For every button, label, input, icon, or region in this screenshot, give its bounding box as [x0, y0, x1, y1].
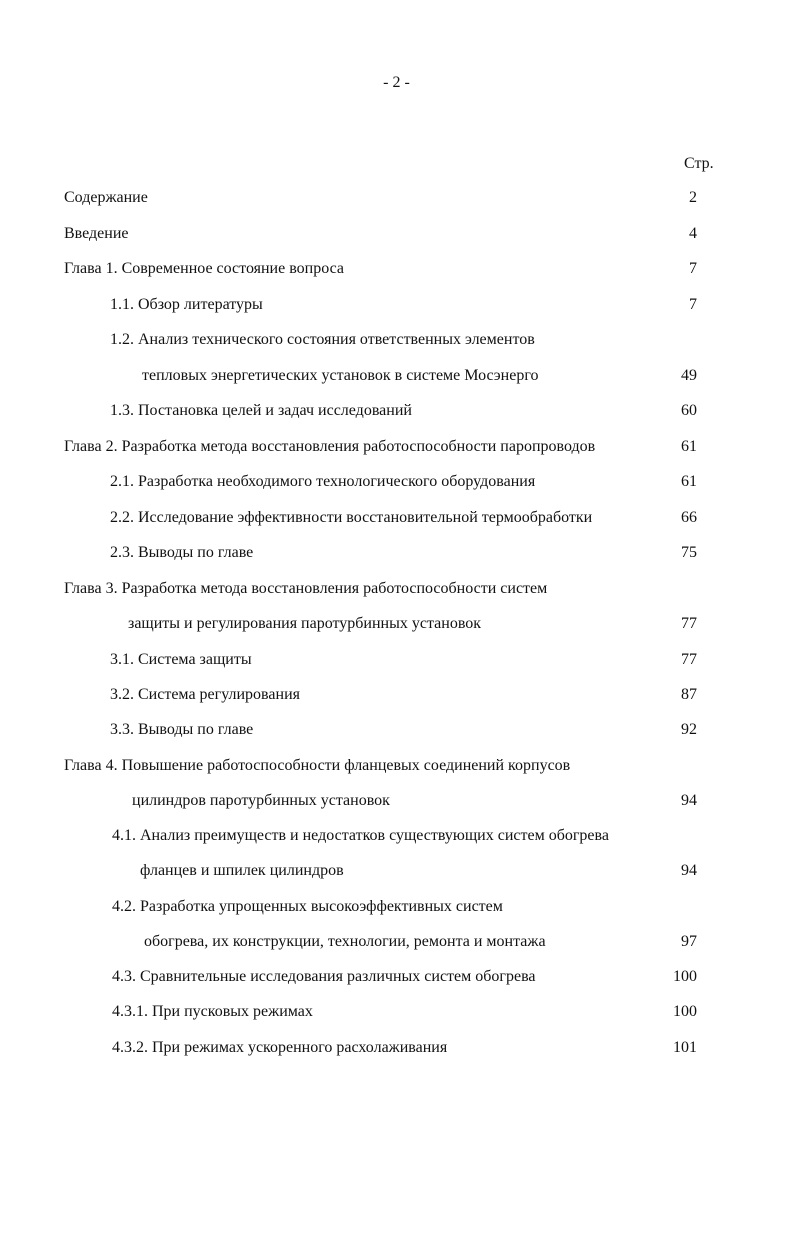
toc-entry [0, 1037, 793, 1059]
toc-entry-title: фланцев и шпилек цилиндров [140, 862, 344, 879]
toc-entry-title: Введение [64, 225, 129, 242]
toc-entry [0, 258, 793, 280]
toc-entry-title: 3.2. Система регулирования [110, 686, 300, 703]
toc-entry-page: 100 [673, 968, 697, 985]
toc-entry-page: 77 [681, 615, 697, 632]
toc-entry [0, 649, 793, 671]
toc-entry-title: 3.1. Система защиты [110, 651, 252, 668]
toc-entry [0, 1001, 793, 1023]
toc-entry-title: Глава 2. Разработка метода восстановления работоспособности паропроводов [64, 438, 596, 455]
toc-entry-page: 101 [673, 1039, 697, 1056]
toc-entry-title: 1.1. Обзор литературы [110, 296, 263, 313]
toc-entry [0, 436, 793, 458]
toc-entry-title: Глава 4. Повышение работоспособности фланцевых соединений корпусов [64, 757, 571, 774]
toc-entry-page: 2 [689, 189, 697, 206]
toc-entry [0, 931, 793, 953]
toc-entry-title: 4.3.2. При режимах ускоренного расхолаживания [112, 1039, 448, 1056]
toc-entry-title: 4.2. Разработка упрощенных высокоэффективных систем [112, 898, 503, 915]
toc-entry [0, 329, 793, 351]
toc-entry-page: 4 [689, 225, 697, 242]
toc-entry-page: 7 [689, 260, 697, 277]
toc-entry-title: 1.2. Анализ технического состояния ответственных элементов [110, 331, 535, 348]
toc-entry-page: 77 [681, 651, 697, 668]
toc-entry-title: Содержание [64, 189, 148, 206]
toc-entry [0, 896, 793, 918]
toc-entry-title: 3.3. Выводы по главе [110, 721, 254, 738]
toc-entry [0, 365, 793, 387]
toc-entry-page: 49 [681, 367, 697, 384]
toc-entry [0, 542, 793, 564]
toc-entry-page: 60 [681, 402, 697, 419]
toc-entry [0, 187, 793, 209]
toc-entry-title: цилиндров паротурбинных установок [132, 792, 390, 809]
toc-entry [0, 613, 793, 635]
toc-entry-page: 97 [681, 933, 697, 950]
toc-entry-title: Глава 3. Разработка метода восстановления работоспособности систем [64, 580, 548, 597]
toc-entry [0, 507, 793, 529]
toc-entry-page: 61 [681, 473, 697, 490]
toc-entry-page: 7 [689, 296, 697, 313]
toc-entry [0, 966, 793, 988]
toc-entry [0, 223, 793, 245]
toc-entry-title: обогрева, их конструкции, технологии, ремонта и монтажа [144, 933, 546, 950]
toc-entry [0, 684, 793, 706]
toc-entry-title: Глава 1. Современное состояние вопроса [64, 260, 345, 277]
toc-entry-page: 75 [681, 544, 697, 561]
toc-entry-title: 4.3.1. При пусковых режимах [112, 1003, 313, 1020]
toc-entry-page: 94 [681, 792, 697, 809]
toc-entry [0, 790, 793, 812]
toc-entry-page: 92 [681, 721, 697, 738]
toc-entry [0, 719, 793, 741]
toc-entry-title: защиты и регулирования паротурбинных установок [128, 615, 482, 632]
toc-entry-title: тепловых энергетических установок в системе Мосэнерго [142, 367, 539, 384]
toc-entry-title: 4.3. Сравнительные исследования различных систем обогрева [112, 968, 536, 985]
toc-entry-title: 2.2. Исследование эффективности восстановительной термообработки [110, 509, 593, 526]
toc-entry-page: 61 [681, 438, 697, 455]
toc-entry-title: 2.1. Разработка необходимого технологического оборудования [110, 473, 536, 490]
toc-entry [0, 294, 793, 316]
toc-entry [0, 860, 793, 882]
toc-entry-title: 4.1. Анализ преимуществ и недостатков существующих систем обогрева [112, 827, 609, 844]
page-column-header: Стр. [684, 155, 714, 172]
toc-entry-page: 94 [681, 862, 697, 879]
toc-entry [0, 825, 793, 847]
toc-entry [0, 471, 793, 493]
toc-entry-page: 87 [681, 686, 697, 703]
page-number: - 2 - [383, 74, 410, 91]
toc-entry [0, 755, 793, 777]
toc-entry-page: 66 [681, 509, 697, 526]
toc-entry-page: 100 [673, 1003, 697, 1020]
toc-entry-title: 2.3. Выводы по главе [110, 544, 254, 561]
toc-entry-title: 1.3. Постановка целей и задач исследований [110, 402, 412, 419]
toc-entry [0, 578, 793, 600]
toc-entry [0, 400, 793, 422]
